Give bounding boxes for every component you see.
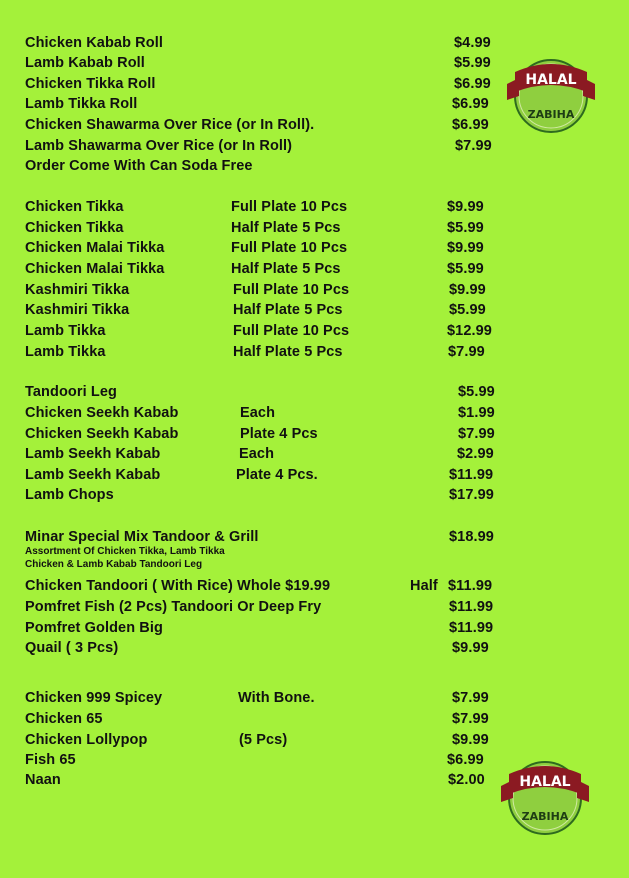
item-name: Chicken 999 Spicey [25, 690, 163, 706]
menu-item [0, 238, 629, 258]
menu-item [0, 465, 629, 485]
menu-item [0, 280, 629, 300]
item-portion: Plate 4 Pcs [240, 426, 318, 442]
item-price: $17.99 [449, 487, 494, 503]
item-portion: Full Plate 10 Pcs [233, 323, 350, 339]
item-price: $7.99 [448, 344, 485, 360]
item-portion: Half Plate 5 Pcs [233, 302, 343, 318]
menu-item [0, 136, 629, 156]
item-price: $6.99 [452, 117, 489, 133]
item-name: Chicken Seekh Kabab [25, 405, 179, 421]
item-portion: Each [240, 405, 276, 421]
menu-item [0, 342, 629, 362]
item-name: Lamb Shawarma Over Rice (or In Roll) [25, 138, 293, 154]
menu-item [0, 688, 629, 708]
item-name: Chicken Tikka [25, 199, 124, 215]
item-name: Quail ( 3 Pcs) [25, 640, 119, 656]
item-portion: (5 Pcs) [239, 732, 288, 748]
item-name: Kashmiri Tikka [25, 282, 130, 298]
item-name: Chicken Malai Tikka [25, 261, 165, 277]
item-portion: Half Plate 5 Pcs [231, 220, 341, 236]
halal-zabiha-logo [503, 50, 599, 138]
menu-item [0, 218, 629, 238]
item-name: Chicken Shawarma Over Rice (or In Roll). [25, 117, 315, 133]
item-portion: Full Plate 10 Pcs [231, 199, 348, 215]
item-name: Pomfret Golden Big [25, 620, 163, 636]
menu-item [0, 300, 629, 320]
menu-item [0, 403, 629, 423]
badge-top-text: HALAL [519, 774, 571, 790]
item-price: $7.99 [458, 426, 495, 442]
item-price: $9.99 [447, 199, 484, 215]
item-price: $6.99 [454, 76, 491, 92]
item-price: $9.99 [447, 240, 484, 256]
item-price: $5.99 [447, 261, 484, 277]
badge-bottom-text: ZABIHA [521, 810, 569, 823]
item-portion: Half Plate 5 Pcs [233, 344, 343, 360]
item-name: Chicken Tandoori ( With Rice) Whole $19.99 [25, 578, 331, 594]
menu-item [0, 197, 629, 217]
menu-item [0, 485, 629, 505]
item-price: $11.99 [449, 599, 494, 615]
halal-zabiha-badge [503, 50, 599, 138]
item-portion: Full Plate 10 Pcs [231, 240, 348, 256]
menu-item [0, 730, 629, 750]
menu-item [0, 382, 629, 402]
item-price: $11.99 [449, 620, 494, 636]
item-price: $5.99 [458, 384, 495, 400]
menu-note [0, 156, 629, 176]
item-name: Fish 65 [25, 752, 76, 768]
item-portion: Full Plate 10 Pcs [233, 282, 350, 298]
item-half-label: Half [410, 578, 438, 594]
item-portion: Each [239, 446, 275, 462]
item-name: Lamb Seekh Kabab [25, 467, 161, 483]
item-name: Chicken Tikka Roll [25, 76, 156, 92]
item-name: Lamb Chops [25, 487, 114, 503]
item-price: $7.99 [452, 690, 489, 706]
badge-bottom-text: ZABIHA [527, 108, 575, 121]
item-name: Chicken Lollypop [25, 732, 148, 748]
menu-item [0, 638, 629, 658]
item-name: Pomfret Fish (2 Pcs) Tandoori Or Deep Fry [25, 599, 322, 615]
menu-item [0, 444, 629, 464]
item-name: Lamb Kabab Roll [25, 55, 145, 71]
menu-item [0, 618, 629, 638]
item-price: $7.99 [455, 138, 492, 154]
item-name: Kashmiri Tikka [25, 302, 130, 318]
item-price: $6.99 [452, 96, 489, 112]
item-price: $11.99 [449, 467, 494, 483]
menu-item [0, 709, 629, 729]
item-portion: Plate 4 Pcs. [236, 467, 318, 483]
item-price: $12.99 [447, 323, 492, 339]
menu-item [0, 321, 629, 341]
item-price: $1.99 [458, 405, 495, 421]
item-description: Assortment Of Chicken Tikka, Lamb Tikka [25, 546, 225, 557]
menu-item-special [0, 527, 629, 547]
item-name: Naan [25, 772, 61, 788]
halal-zabiha-badge [497, 752, 593, 840]
item-portion: Half Plate 5 Pcs [231, 261, 341, 277]
item-price: $9.99 [452, 640, 489, 656]
menu-item [0, 424, 629, 444]
item-price: $5.99 [454, 55, 491, 71]
item-name: Lamb Tikka [25, 344, 106, 360]
item-price: $5.99 [447, 220, 484, 236]
item-price: $6.99 [447, 752, 484, 768]
halal-zabiha-logo [497, 752, 593, 840]
item-price: $9.99 [452, 732, 489, 748]
item-price: $4.99 [454, 35, 491, 51]
item-portion: With Bone. [238, 690, 315, 706]
item-price: $7.99 [452, 711, 489, 727]
item-price: $2.00 [448, 772, 485, 788]
item-price: $11.99 [448, 578, 493, 594]
item-price: $18.99 [449, 529, 494, 545]
item-name: Lamb Tikka Roll [25, 96, 138, 112]
item-price: $5.99 [449, 302, 486, 318]
note-text: Order Come With Can Soda Free [25, 158, 253, 174]
item-name: Chicken 65 [25, 711, 103, 727]
badge-top-text: HALAL [525, 72, 577, 88]
item-name: Chicken Seekh Kabab [25, 426, 179, 442]
item-name: Lamb Tikka [25, 323, 106, 339]
item-price: $2.99 [457, 446, 494, 462]
item-name: Chicken Kabab Roll [25, 35, 163, 51]
item-name: Chicken Tikka [25, 220, 124, 236]
item-name: Tandoori Leg [25, 384, 117, 400]
item-name: Minar Special Mix Tandoor & Grill [25, 529, 259, 545]
menu-item [0, 259, 629, 279]
item-price: $9.99 [449, 282, 486, 298]
item-description: Chicken & Lamb Kabab Tandoori Leg [25, 559, 203, 570]
menu-item [0, 576, 629, 596]
menu-item [0, 597, 629, 617]
item-name: Chicken Malai Tikka [25, 240, 165, 256]
item-name: Lamb Seekh Kabab [25, 446, 161, 462]
